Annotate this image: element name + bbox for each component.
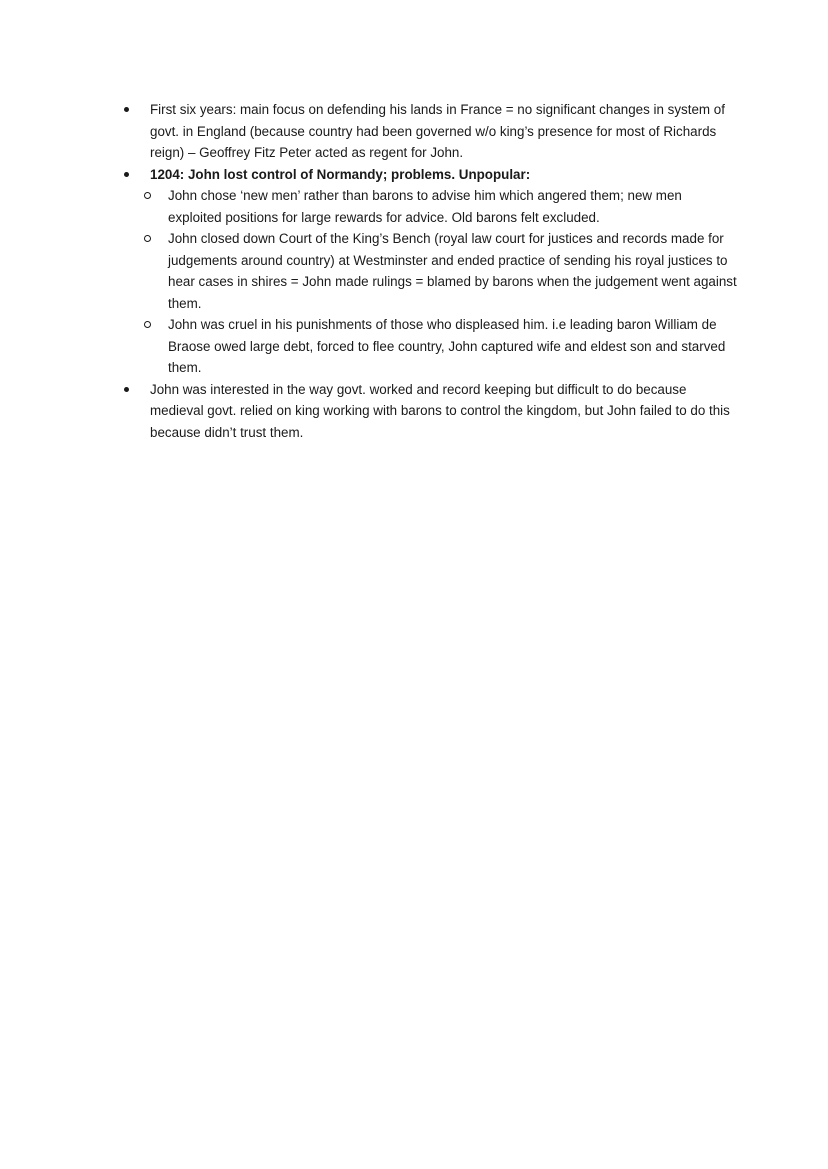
sub-list-item (118, 228, 738, 314)
sub-list (118, 185, 738, 379)
circle-bullet-icon (144, 321, 151, 328)
sub-list-item (118, 314, 738, 379)
sub-item-text: John closed down Court of the King’s Bench (royal law court for justices and records made for judgements around country) at Westminster and ended practice of sending his royal justices to hear cases in shires = John made rulings = blamed by barons when the judgement went against them. (168, 231, 737, 311)
bullet-item (118, 379, 738, 444)
bullet-text: First six years: main focus on defending his lands in France = no significant changes in system of govt. in England (because country had been governed w/o king’s presence for most of Richards reign) – Geoffrey Fitz Peter acted as regent for John. (150, 102, 725, 160)
circle-bullet-icon (144, 192, 151, 199)
bullet-dot-icon (124, 172, 129, 177)
bullet-item (118, 99, 738, 164)
sub-item-text: John was cruel in his punishments of those who displeased him. i.e leading baron William de Braose owed large debt, forced to flee country, John captured wife and eldest son and starved them. (168, 317, 726, 375)
bullet-dot-icon (124, 387, 129, 392)
bullet-dot-icon (124, 107, 129, 112)
circle-bullet-icon (144, 235, 151, 242)
bullet-heading: 1204: John lost control of Normandy; problems. Unpopular: (150, 166, 531, 182)
bullet-item (118, 164, 738, 186)
bullet-text: John was interested in the way govt. worked and record keeping but difficult to do because medieval govt. relied on king working with barons to control the kingdom, but John failed to do this because didn’t trust them. (150, 381, 730, 440)
notes-body (118, 99, 738, 443)
sub-list-item (118, 185, 738, 228)
sub-item-text: John chose ‘new men’ rather than barons to advise him which angered them; new men exploited positions for large rewards for advice. Old barons felt excluded. (168, 188, 682, 225)
